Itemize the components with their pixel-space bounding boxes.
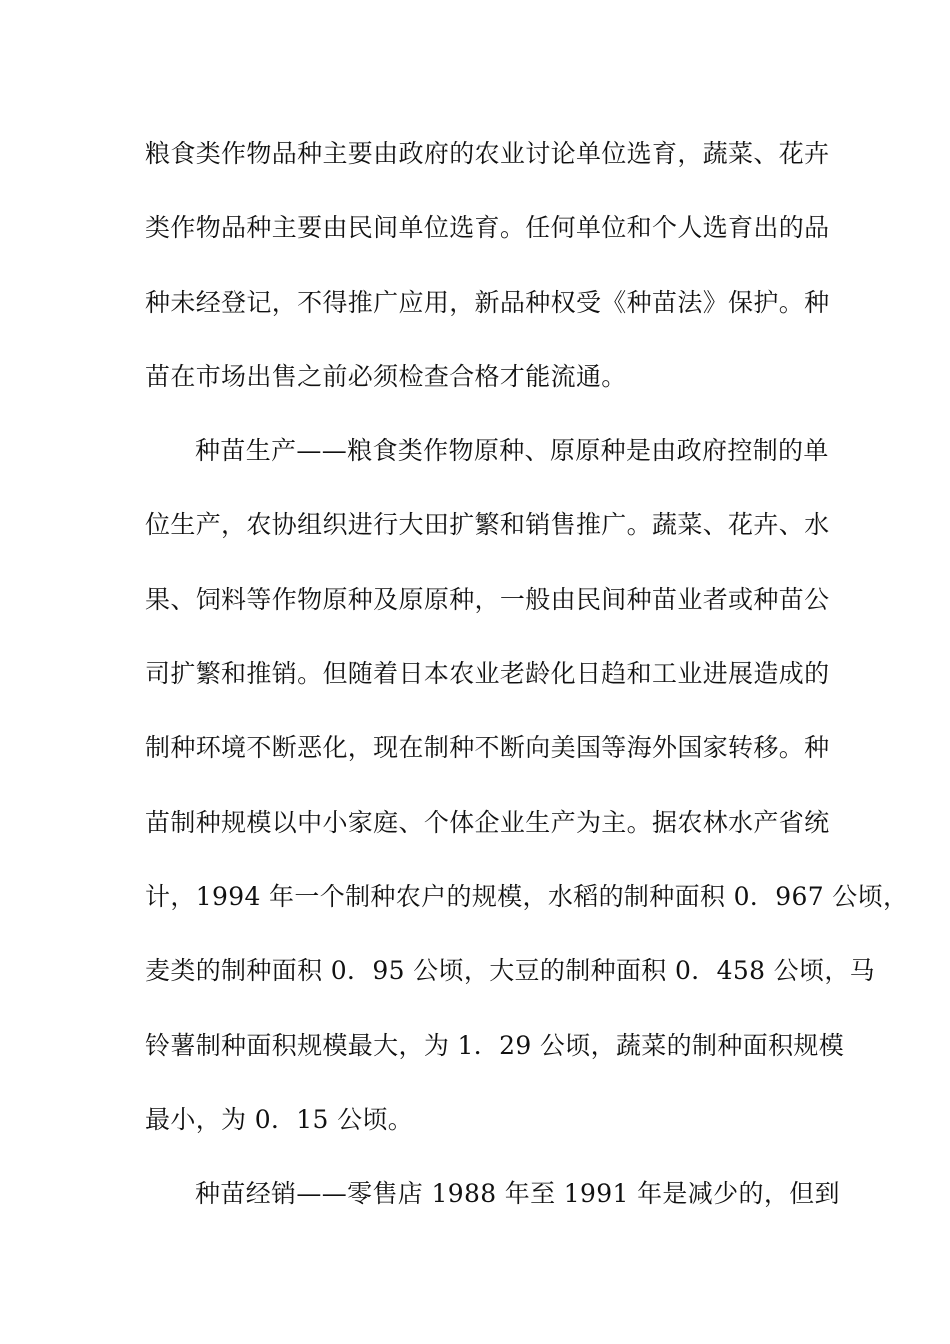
text-line-3: 种未经登记，不得推广应用，新品种权受《种苗法》保护。种 xyxy=(145,287,830,317)
text-line-12: 麦类的制种面积 0．95 公顷，大豆的制种面积 0．458 公顷，马 xyxy=(145,956,876,986)
text-line-1: 粮食类作物品种主要由政府的农业讨论单位选育，蔬菜、花卉 xyxy=(145,139,830,168)
text-line-15: 种苗经销——零售店 1988 年至 1991 年是减少的，但到 xyxy=(195,1179,840,1209)
text-line-7: 果、饲料等作物原种及原原种，一般由民间种苗业者或种苗公 xyxy=(145,584,830,614)
text-line-5: 种苗生产——粮食类作物原种、原原种是由政府控制的单 xyxy=(195,436,829,466)
text-line-14: 最小，为 0．15 公顷。 xyxy=(145,1104,414,1134)
text-line-13: 铃薯制种面积规模最大，为 1．29 公顷，蔬菜的制种面积规模 xyxy=(145,1030,845,1060)
text-line-6: 位生产，农协组织进行大田扩繁和销售推广。蔬菜、花卉、水 xyxy=(145,510,830,540)
text-line-10: 苗制种规模以中小家庭、个体企业生产为主。据农林水产省统 xyxy=(145,807,830,837)
text-line-2: 类作物品种主要由民间单位选育。任何单位和个人选育出的品 xyxy=(145,213,830,243)
text-line-11: 计，1994 年一个制种农户的规模，水稻的制种面积 0．967 公顷， xyxy=(145,881,909,911)
text-line-4: 苗在市场出售之前必须检查合格才能流通。 xyxy=(145,361,627,391)
body-text xyxy=(145,134,909,1248)
text-line-9: 制种环境不断恶化，现在制种不断向美国等海外国家转移。种 xyxy=(145,733,830,763)
text-line-8: 司扩繁和推销。但随着日本农业老龄化日趋和工业进展造成的 xyxy=(145,659,830,689)
